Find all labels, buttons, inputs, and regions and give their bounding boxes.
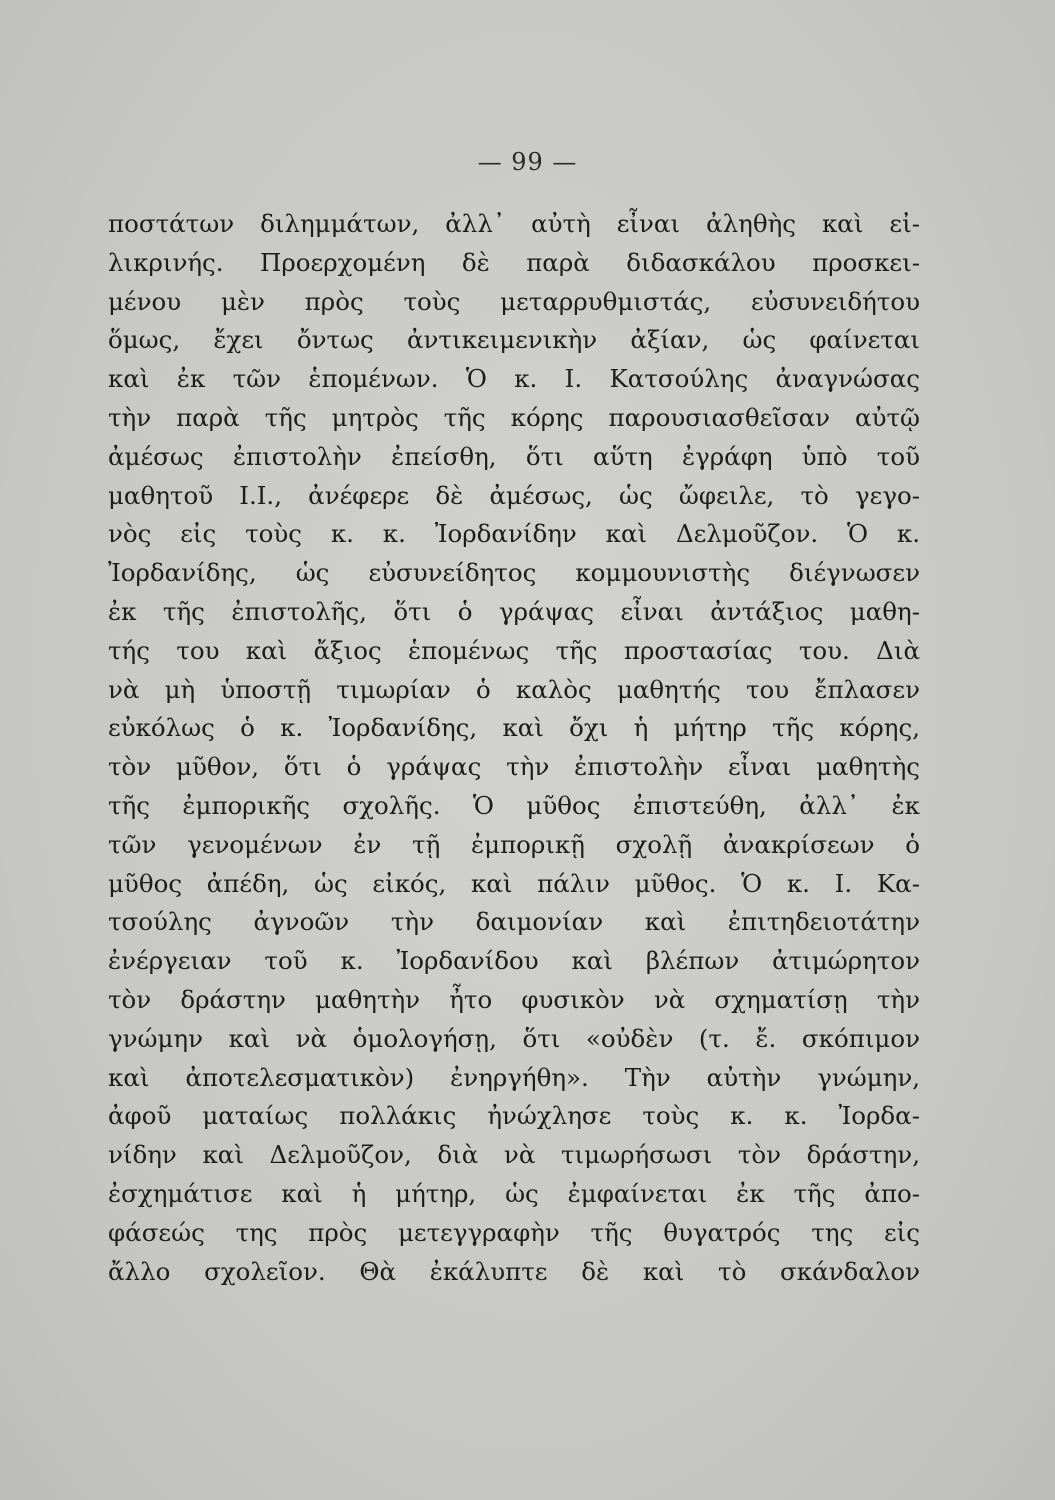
text-line: νὰ μὴ ὑποστῇ τιμωρίαν ὁ καλὸς μαθητής του ἔπλασεν [108,674,920,704]
body-text [108,205,920,1291]
text-line: Ἰορδανίδης, ὡς εὐσυνείδητος κομμουνιστὴς διέγνωσεν [108,558,920,588]
text-line: τὴν παρὰ τῆς μητρὸς τῆς κόρης παρουσιασθεῖσαν αὐτῷ [108,402,920,432]
text-line: καὶ ἀποτελεσματικὸν) ἐνηργήθη». Τὴν αὐτὴν γνώμην, [108,1062,920,1092]
text-line: ἀφοῦ ματαίως πολλάκις ἠνώχλησε τοὺς κ. κ. Ἰορδα- [108,1101,920,1131]
text-line: φάσεώς της πρὸς μετεγγραφὴν τῆς θυγατρός της εἰς [108,1217,920,1247]
text-line: ἀμέσως ἐπιστολὴν ἐπείσθη, ὅτι αὕτη ἐγράφη ὑπὸ τοῦ [108,441,920,471]
text-line: τής του καὶ ἄξιος ἑπομένως τῆς προστασίας του. Διὰ [108,635,920,665]
text-line: τῶν γενομένων ἐν τῇ ἐμπορικῇ σχολῇ ἀνακρίσεων ὁ [108,829,920,859]
text-line: μῦθος ἀπέδη, ὡς εἰκός, καὶ πάλιν μῦθος. Ὁ κ. Ι. Κα- [108,868,920,898]
text-line: ὅμως, ἔχει ὄντως ἀντικειμενικὴν ἀξίαν, ὡς φαίνεται [108,325,920,355]
text-line: ἐνέργειαν τοῦ κ. Ἰορδανίδου καὶ βλέπων ἀτιμώρητον [108,946,920,976]
text-line: ἐσχημάτισε καὶ ἡ μήτηρ, ὡς ἐμφαίνεται ἐκ τῆς ἀπο- [108,1178,920,1208]
text-line: νίδην καὶ Δελμοῦζον, διὰ νὰ τιμωρήσωσι τὸν δράστην, [108,1140,920,1170]
text-line: ἐκ τῆς ἐπιστολῆς, ὅτι ὁ γράψας εἶναι ἀντάξιος μαθη- [108,596,920,626]
text-line: μένου μὲν πρὸς τοὺς μεταρρυθμιστάς, εὐσυνειδήτου [108,286,920,316]
text-line: τσούλης ἀγνοῶν τὴν δαιμονίαν καὶ ἐπιτηδειοτάτην [108,907,920,937]
text-line: τὸν μῦθον, ὅτι ὁ γράψας τὴν ἐπιστολὴν εἶναι μαθητὴς [108,752,920,782]
text-line: γνώμην καὶ νὰ ὁμολογήσῃ, ὅτι «οὐδὲν (τ. ἔ. σκόπιμον [108,1023,920,1053]
text-line: καὶ ἐκ τῶν ἑπομένων. Ὁ κ. Ι. Κατσούλης ἀναγνώσας [108,364,920,394]
page-number: — 99 — [477,148,578,176]
text-line: λικρινής. Προερχομένη δὲ παρὰ διδασκάλου προσκει- [108,247,920,277]
text-line: μαθητοῦ Ι.Ι., ἀνέφερε δὲ ἀμέσως, ὡς ὤφειλε, τὸ γεγο- [108,480,920,510]
text-line: τῆς ἐμπορικῆς σχολῆς. Ὁ μῦθος ἐπιστεύθη, ἀλλ᾿ ἐκ [108,790,920,820]
text-line: εὐκόλως ὁ κ. Ἰορδανίδης, καὶ ὄχι ἡ μήτηρ τῆς κόρης, [108,713,920,743]
text-line: ἄλλο σχολεῖον. Θὰ ἐκάλυπτε δὲ καὶ τὸ σκάνδαλον [108,1256,920,1286]
text-line: ποστάτων διλημμάτων, ἀλλ᾿ αὐτὴ εἶναι ἀληθὴς καὶ εἰ- [108,209,920,238]
text-line: τὸν δράστην μαθητὴν ἦτο φυσικὸν νὰ σχηματίσῃ τὴν [108,984,920,1014]
text-line: νὸς εἰς τοὺς κ. κ. Ἰορδανίδην καὶ Δελμοῦζον. Ὁ κ. [108,519,920,549]
